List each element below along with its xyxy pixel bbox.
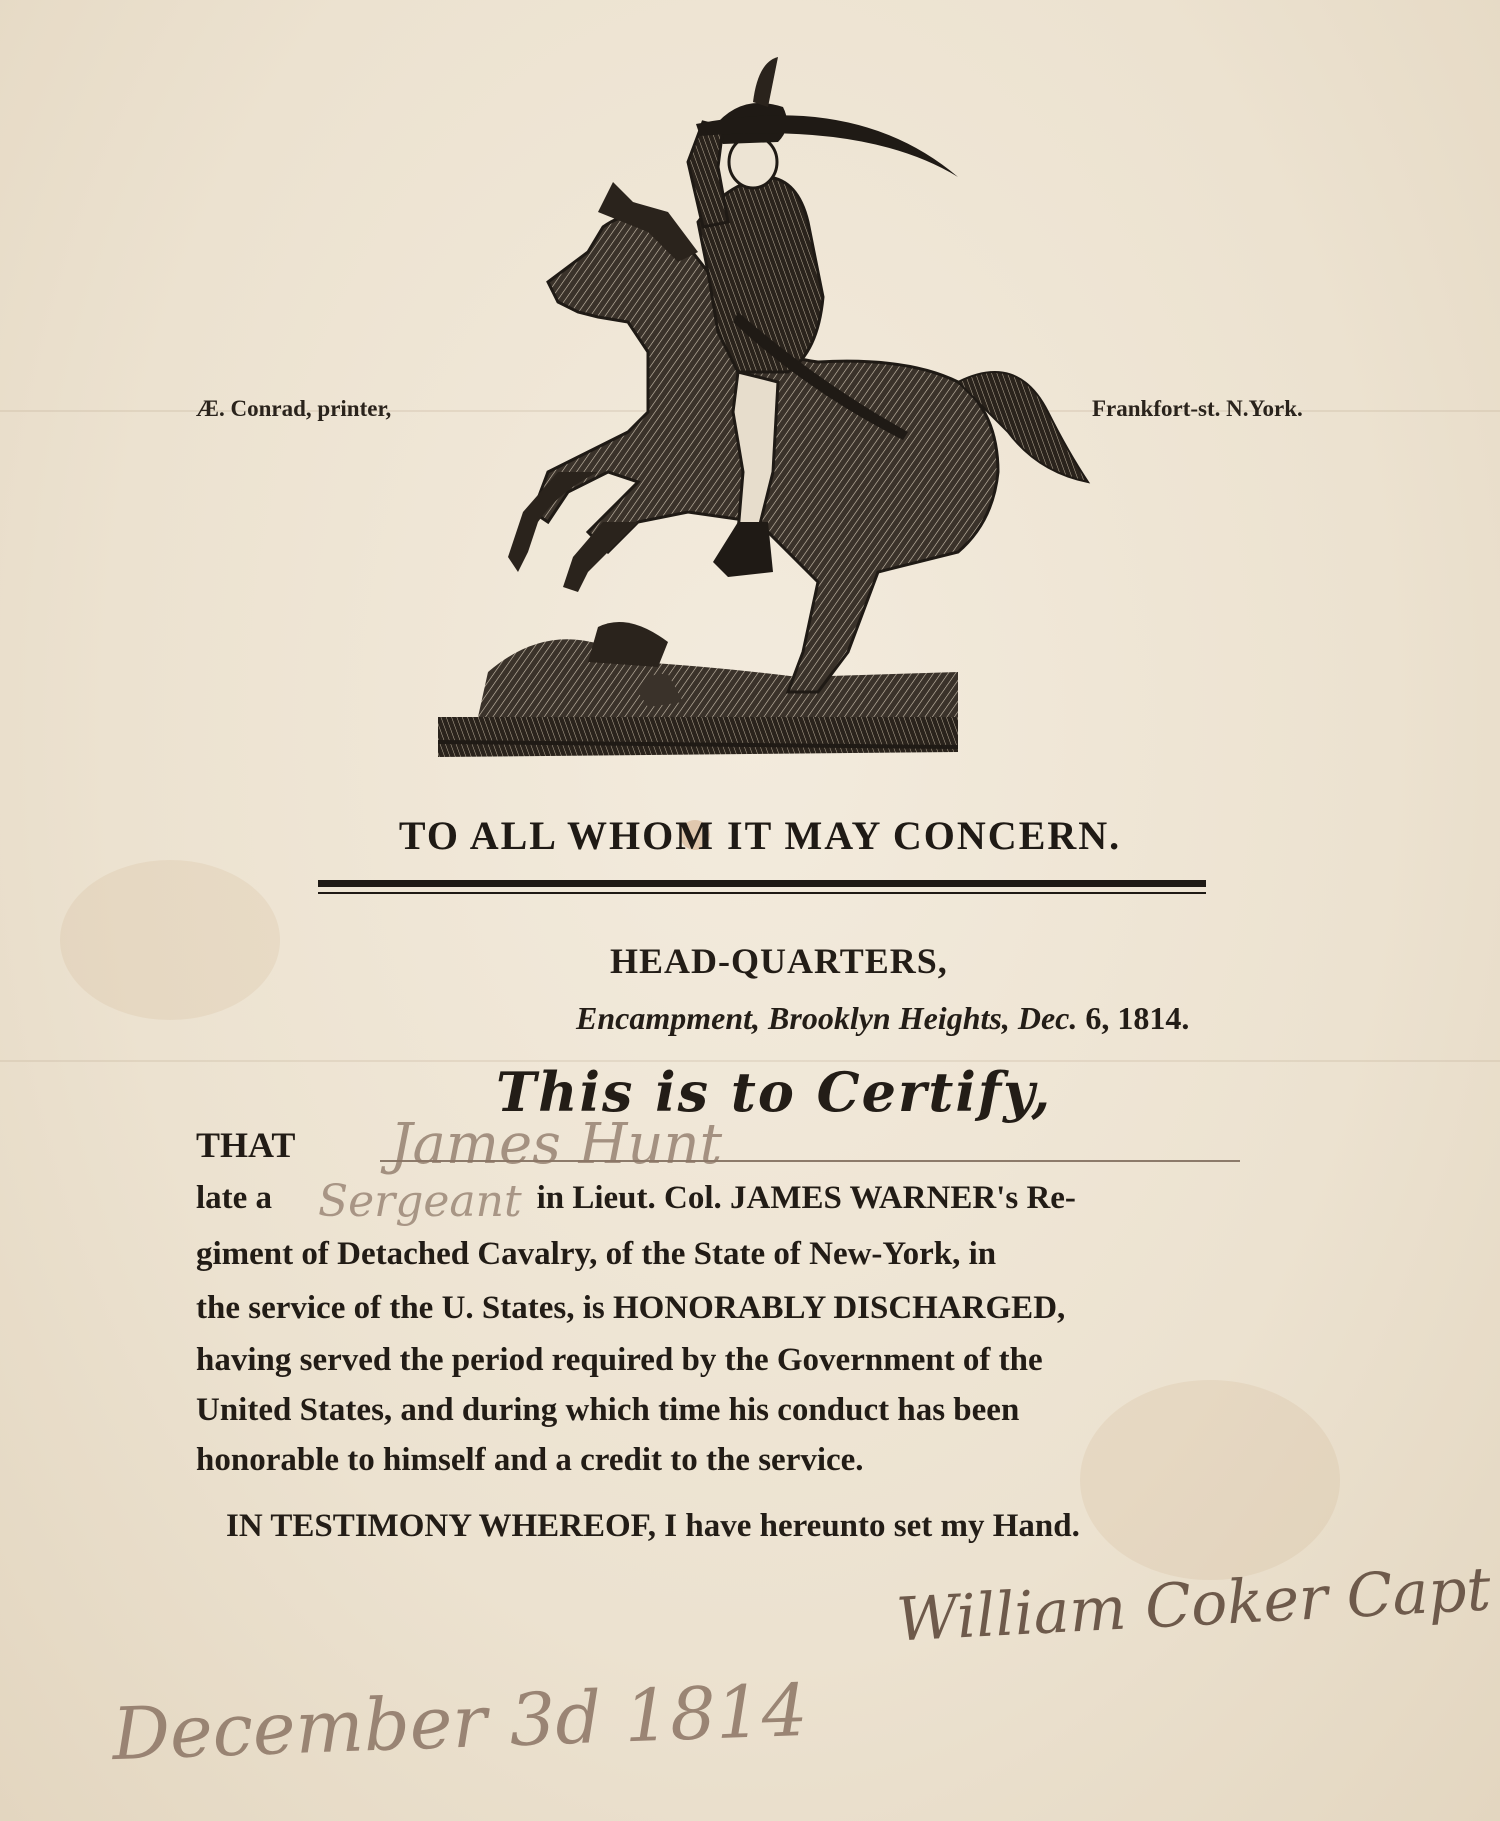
page-title: TO ALL WHOM IT MAY CONCERN. bbox=[398, 813, 1122, 858]
headquarters-title: HEAD-QUARTERS, bbox=[610, 941, 948, 981]
body-line-5: having served the period required by the Government of the bbox=[196, 1342, 1043, 1378]
headquarters-place bbox=[576, 1000, 1189, 1037]
handwritten-date: December 3d 1814 bbox=[110, 1667, 809, 1777]
body-line-4: the service of the U. States, is HONORABLY DISCHARGED, bbox=[196, 1290, 1066, 1326]
certify-heading: This is to Certify, bbox=[496, 1060, 1053, 1124]
captain-signature: William Coker Capt bbox=[894, 1554, 1493, 1656]
paper-stain bbox=[60, 860, 280, 1020]
cavalryman-woodcut-icon bbox=[438, 52, 1098, 772]
printer-address: Frankfort-st. N.York. bbox=[1092, 396, 1303, 421]
handwritten-rank: Sergeant bbox=[318, 1176, 522, 1227]
body-line-7: honorable to himself and a credit to the service. bbox=[196, 1442, 864, 1478]
body-line-6: United States, and during which time his conduct has been bbox=[196, 1392, 1020, 1428]
headquarters-location: Encampment, Brooklyn Heights, Dec. bbox=[576, 1000, 1078, 1036]
headquarters-date: 6, 1814. bbox=[1085, 1000, 1190, 1036]
body-line-3: giment of Detached Cavalry, of the State of New-York, in bbox=[196, 1236, 997, 1272]
that-label: THAT bbox=[196, 1125, 296, 1165]
body-line-2-rest: in Lieut. Col. JAMES WARNER's Re- bbox=[536, 1180, 1076, 1216]
printer-name: Æ. Conrad, printer, bbox=[196, 396, 392, 421]
title-rule bbox=[318, 880, 1206, 887]
handwritten-name: James Hunt bbox=[390, 1112, 723, 1177]
title-rule-thin bbox=[318, 892, 1206, 894]
body-line-2-start: late a bbox=[196, 1180, 273, 1216]
testimony-line: IN TESTIMONY WHEREOF, I have hereunto set my Hand. bbox=[226, 1508, 1080, 1544]
